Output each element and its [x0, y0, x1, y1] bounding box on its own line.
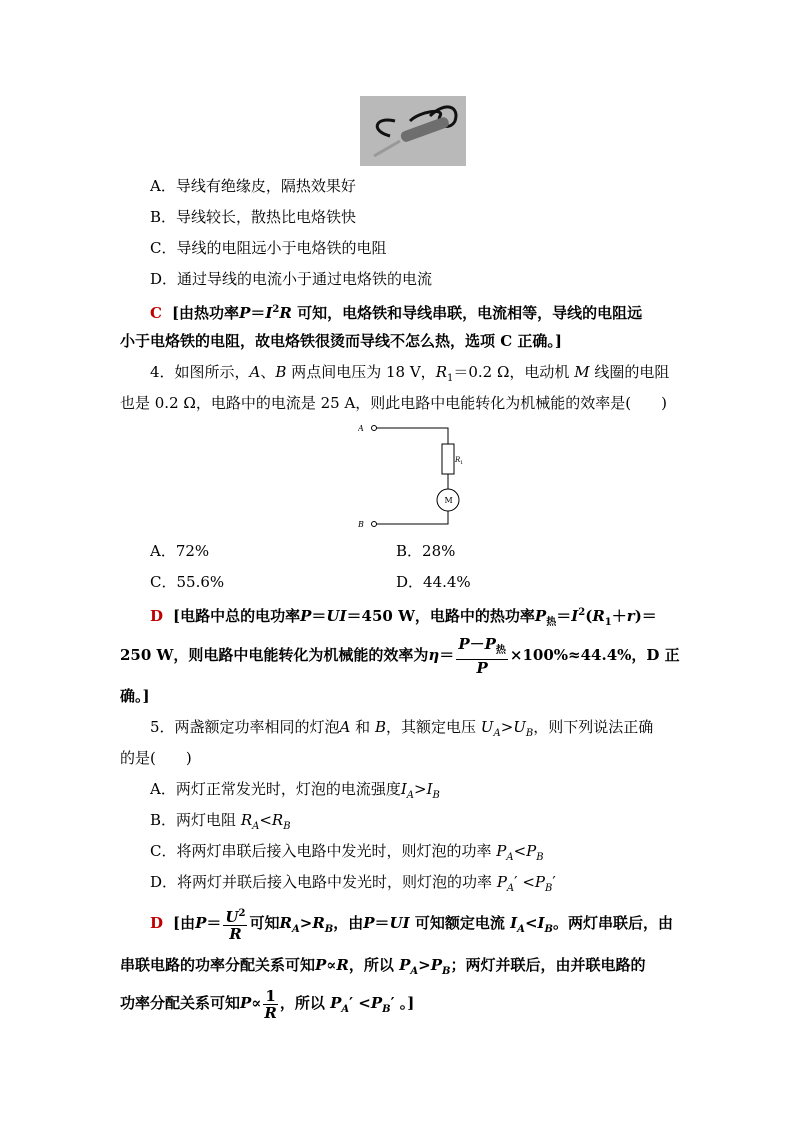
q3-option-a: A．导线有绝缘皮，隔热效果好	[150, 177, 356, 195]
label-a: A	[358, 424, 364, 433]
q3-explanation-line1: C [由热功率$P=I^2R$ 可知，电烙铁和导线串联，电流相等，导线的电阻远	[150, 304, 643, 322]
q5-option-d: D．将两灯并联后接入电路中发光时，则灯泡的功率 $P_A' <P_B'$	[150, 873, 556, 894]
circuit-diagram	[358, 418, 468, 530]
resistor-r1	[442, 444, 454, 474]
q4-explanation-line3: 确。]	[120, 687, 150, 705]
soldering-iron-photo	[360, 96, 466, 166]
q5-explanation-line1: D [由P＝ $\frac{U^2}{R}$ 可知$R_A>R_B$，由P＝UI 可知额定电流 $I_A<I_B$。两灯串联后，由	[150, 908, 674, 943]
q4-stem-line2: 也是 0.2 Ω，电路中的电流是 25 A，则此电路中电能转化为机械能的效率是( )	[120, 394, 667, 412]
q5-answer: D	[150, 914, 164, 932]
label-r1: R	[455, 456, 461, 464]
q3-option-b: B．导线较长，散热比电烙铁快	[150, 208, 357, 226]
q3-explanation-line2: 小于电烙铁的电阻，故电烙铁很烫而导线不怎么热，选项 C 正确。]	[120, 332, 562, 350]
q4-explanation-line2: 250 W，则电路中电能转化为机械能的效率为η＝ $\frac{P-P_热}{P}$ ×100%≈44.4%，D 正	[120, 635, 680, 677]
q3-option-d: D．通过导线的电流小于通过电烙铁的电流	[150, 270, 433, 288]
q5-stem-line2: 的是( )	[120, 749, 192, 767]
q5-option-c: C．将两灯串联后接入电路中发光时，则灯泡的功率 $P_A<P_B$	[150, 842, 544, 863]
q5-explanation-line2: 串联电路的功率分配关系可知P∝R，所以 $P_A>P_B$；两灯并联后，由并联电路的	[120, 956, 646, 977]
q3-option-c: C．导线的电阻远小于电烙铁的电阻	[150, 239, 387, 257]
q5-option-b: B．两灯电阻 $R_A<R_B$	[150, 811, 291, 832]
q4-answer: D	[150, 607, 164, 625]
q4-option-b: B．28%	[396, 542, 456, 560]
q4-stem-line1: 4．如图所示，A、B 两点间电压为 18 V，$R_1=0.2$ Ω，电动机 M 线圈的电阻	[150, 363, 670, 384]
label-m: M	[444, 496, 453, 505]
q3-answer: C	[150, 304, 162, 322]
q5-explanation-line3: 功率分配关系可知P∝ $\frac{1}{R}$ ，所以 $P_A' <P_B'$ 。]	[120, 986, 415, 1022]
terminal-a	[372, 426, 377, 431]
q5-option-a: A．两灯正常发光时，灯泡的电流强度$I_A>I_B$	[150, 780, 440, 801]
q5-stem-line1: 5．两盏额定功率相同的灯泡A 和 B，其额定电压 $U_A>U_B$，则下列说法正确	[150, 718, 654, 739]
label-r1-sub: 1	[460, 460, 464, 466]
q4-option-c: C．55.6%	[150, 573, 225, 591]
q4-option-d: D．44.4%	[396, 573, 471, 591]
terminal-b	[372, 522, 377, 527]
label-b: B	[358, 520, 364, 529]
q4-explanation-line1: D [电路中总的电功率P＝UI＝450 W，电路中的热功率$P_热=I^2(R_1+r)=$	[150, 607, 657, 628]
q4-option-a: A．72%	[150, 542, 210, 560]
